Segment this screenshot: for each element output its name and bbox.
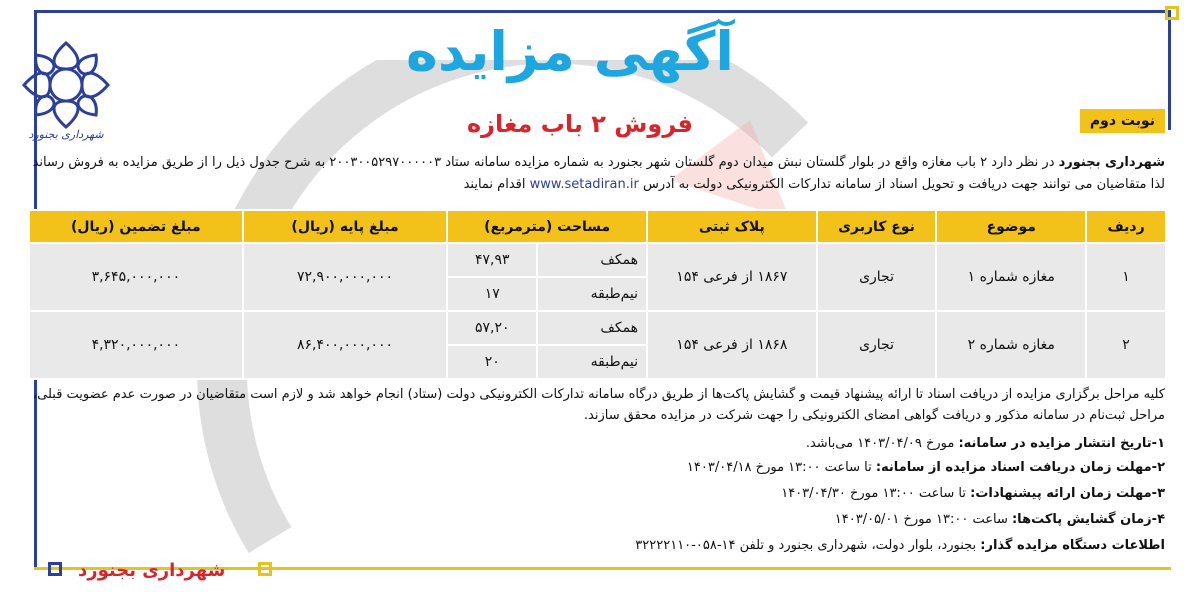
row-base-price: ۷۲,۹۰۰,۰۰۰,۰۰۰ (243, 243, 448, 311)
row-area: ۵۷,۲۰ (447, 311, 537, 345)
logo-caption: شهرداری بجنورد (28, 128, 104, 141)
info-item-value: تا ساعت ۱۳:۰۰ مورخ ۱۴۰۳/۰۴/۱۸ (686, 460, 876, 475)
row-floor: همکف (537, 243, 647, 277)
row-area: ۴۷,۹۳ (447, 243, 537, 277)
header-row-no: ردیف (1086, 210, 1166, 243)
website-link[interactable]: www.setadiran.ir (529, 177, 639, 192)
header-plate: پلاک ثبتی (647, 210, 817, 243)
row-subject: مغازه شماره ۱ (936, 243, 1086, 311)
row-area: ۲۰ (447, 345, 537, 379)
info-item-value: مورخ ۱۴۰۳/۰۴/۰۹ می‌باشد. (805, 436, 959, 451)
corner-square-bottom-mid (258, 562, 272, 576)
info-item (687, 460, 1165, 475)
row-floor: نیم‌طبقه (537, 277, 647, 311)
row-base-price: ۸۶,۴۰۰,۰۰۰,۰۰۰ (243, 311, 448, 379)
row-usage: تجاری (817, 311, 937, 379)
info-item (835, 512, 1165, 527)
info-item-label: اطلاعات دستگاه مزایده گذار: (980, 538, 1165, 553)
info-item-value: بجنورد، بلوار دولت، شهرداری بجنورد و تلفن ۱۴-۰۵۸-۳۲۲۲۲۱۱۰ (635, 538, 981, 553)
right-border (1168, 10, 1171, 130)
round-badge: نوبت دوم (1080, 109, 1165, 133)
row-guarantee: ۴,۳۲۰,۰۰۰,۰۰۰ (29, 311, 243, 379)
header-subject: موضوع (936, 210, 1086, 243)
info-item (635, 538, 1165, 553)
table-row (29, 311, 1166, 345)
row-no: ۲ (1086, 311, 1166, 379)
header-guarantee: مبلغ تضمین (ریال) (29, 210, 243, 243)
info-item-value: ساعت ۱۳:۰۰ مورخ ۱۴۰۳/۰۵/۰۱ (834, 512, 1012, 527)
info-item-value: تا ساعت ۱۳:۰۰ مورخ ۱۴۰۳/۰۴/۳۰ (781, 486, 971, 501)
row-floor: همکف (537, 311, 647, 345)
ad-title: آگهی مزایده (406, 20, 734, 83)
row-floor: نیم‌طبقه (537, 345, 647, 379)
header-area: مساحت (مترمربع) (447, 210, 647, 243)
info-item-label: ۱-تاریخ انتشار مزایده در سامانه: (958, 436, 1165, 451)
row-plate: ۱۸۶۷ از فرعی ۱۵۴ (647, 243, 817, 311)
footer-municipality-name: شهرداری بجنورد (78, 560, 226, 581)
info-item-label: ۲-مهلت زمان دریافت اسناد مزایده از سامانه: (875, 460, 1165, 475)
table-header-row (29, 210, 1166, 243)
terms-paragraph: کلیه مراحل برگزاری مزایده از دریافت اسناد تا ارائه پیشنهاد قیمت و گشایش پاکت‌ها از طریق درگاه سامانه تدارکات الکترونیکی دولت (ستاد) انجام خواهد شد و لازم است متقاضیان در صورت عدم عضویت قبلی، مراحل ثبت‌نام در سامانه مذکور و دریافت گواهی امضای الکترونیکی را جهت شرکت در مزایده محقق سازند. (32, 387, 1165, 423)
info-item-label: ۳-مهلت زمان ارائه پیشنهادات: (970, 486, 1165, 501)
header-base-price: مبلغ پایه (ریال) (243, 210, 448, 243)
row-no: ۱ (1086, 243, 1166, 311)
row-subject: مغازه شماره ۲ (936, 311, 1086, 379)
auction-table (28, 209, 1167, 380)
corner-square-top-right (1165, 6, 1179, 20)
corner-square-bottom-left (48, 562, 62, 576)
table-row (29, 243, 1166, 277)
intro-text-1: در نظر دارد ۲ باب مغازه واقع در بلوار گلستان نبش میدان دوم گلستان شهر بجنورد به شماره مزایده سامانه ستاد ۲۰۰۳۰۰۵۲۹۷۰۰۰۰۰۳ به شرح جدول ذیل را از طریق مزایده به فروش رساند لذا متقاضیان می توانند جهت دریافت و تحویل اسناد از سامانه تدارکات الکترونیکی دولت به آدرس (32, 155, 1165, 192)
intro-text-2: اقدام نمایند (463, 177, 530, 192)
info-item (781, 486, 1165, 501)
info-item-label: ۴-زمان گشایش پاکت‌ها: (1011, 512, 1165, 527)
header-usage: نوع کاربری (817, 210, 937, 243)
top-border (34, 10, 1171, 13)
row-plate: ۱۸۶۸ از فرعی ۱۵۴ (647, 311, 817, 379)
row-guarantee: ۳,۶۴۵,۰۰۰,۰۰۰ (29, 243, 243, 311)
row-area: ۱۷ (447, 277, 537, 311)
ad-subtitle: فروش ۲ باب مغازه (467, 110, 693, 138)
intro-paragraph (15, 152, 1165, 196)
intro-org: شهرداری بجنورد (1058, 155, 1165, 170)
info-item (806, 436, 1165, 451)
row-usage: تجاری (817, 243, 937, 311)
